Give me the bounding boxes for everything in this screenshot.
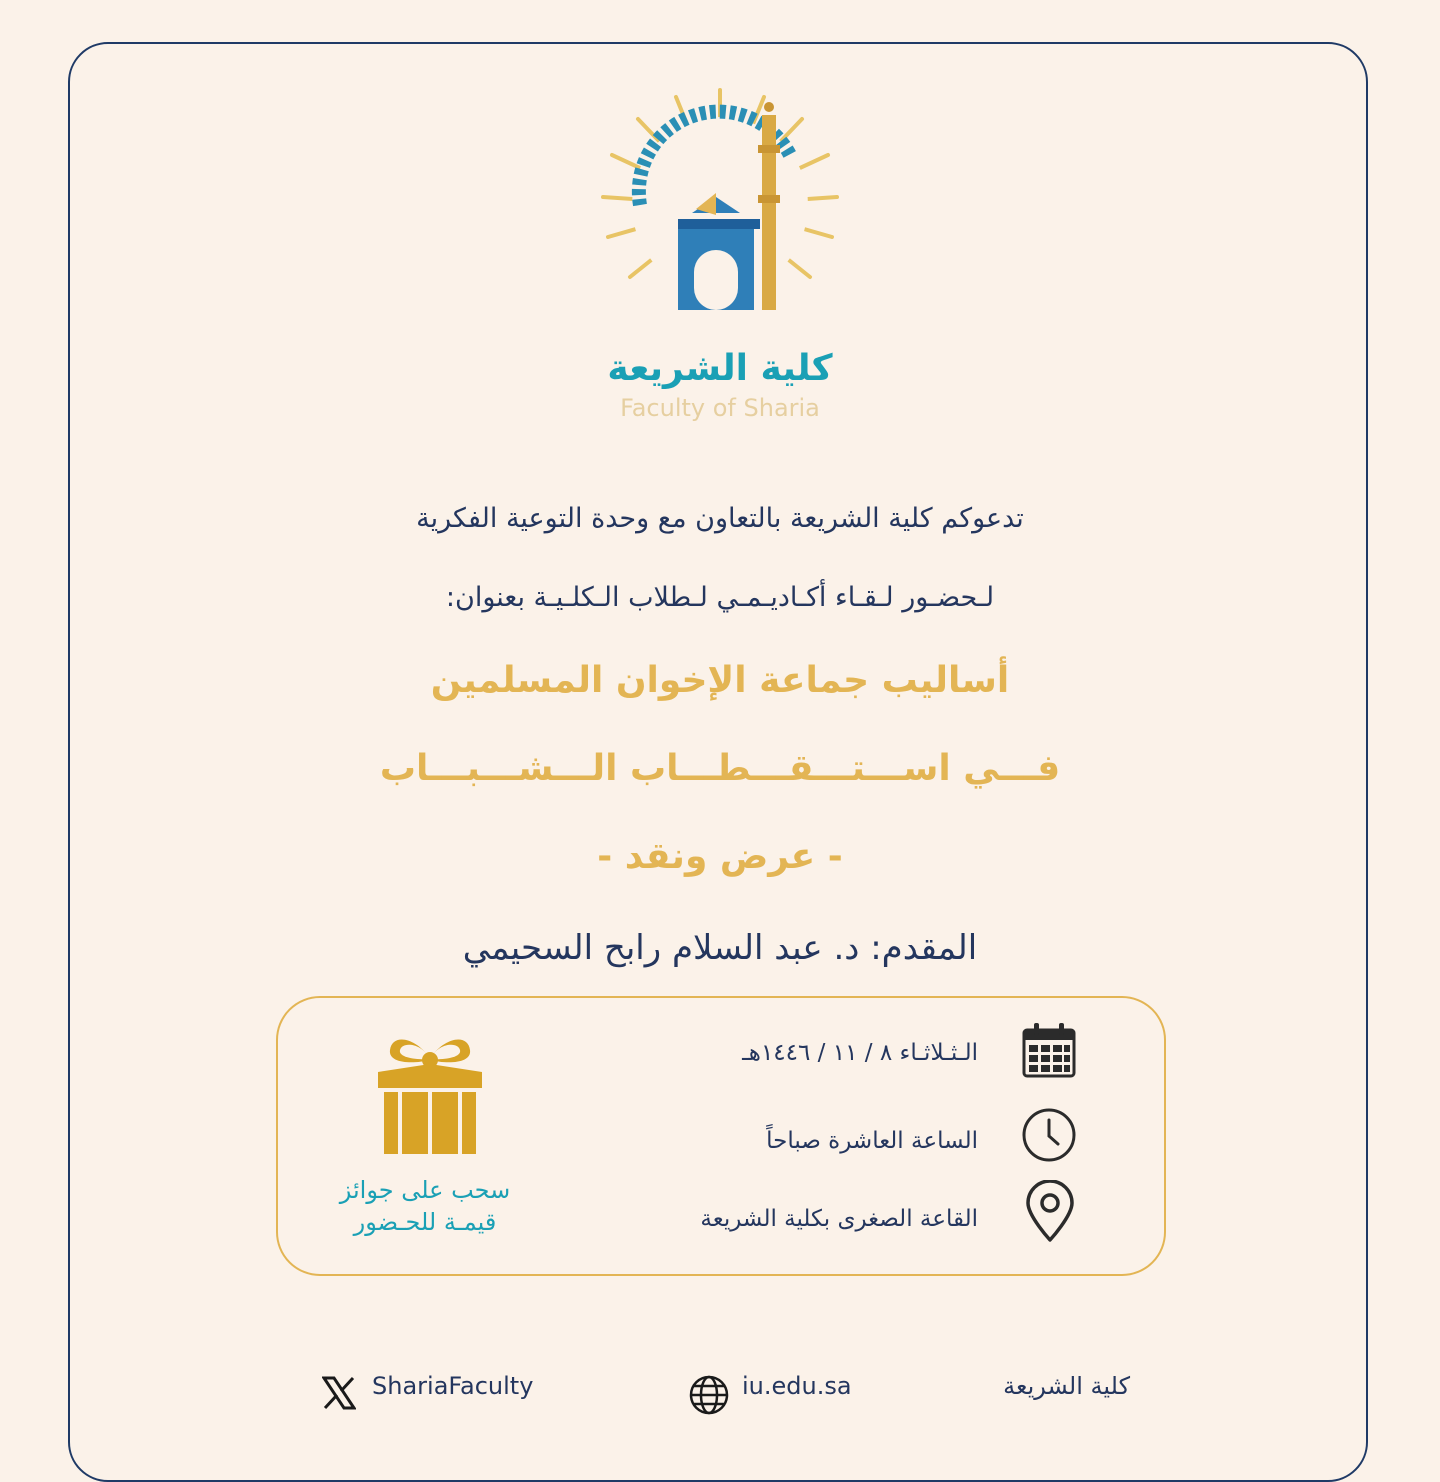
globe-icon[interactable]: [688, 1374, 730, 1416]
prize-line-1: سحب على جوائز: [339, 1176, 511, 1204]
website-link[interactable]: iu.edu.sa: [742, 1372, 852, 1400]
x-logo-icon[interactable]: [322, 1376, 356, 1410]
footer-faculty-name: كلية الشريعة: [1003, 1372, 1130, 1400]
prize-line-2: قيمـة للحـضور: [353, 1208, 497, 1236]
location-pin-icon: [1024, 1180, 1076, 1244]
event-location: القاعة الصغرى بكلية الشريعة: [700, 1206, 978, 1232]
gift-icon: [374, 1030, 486, 1156]
event-time: الساعة العاشرة صباحاً: [766, 1128, 978, 1154]
twitter-handle[interactable]: ShariaFaculty: [372, 1372, 534, 1400]
invitation-line-1: تدعوكم كلية الشريعة بالتعاون مع وحدة التوعية الفكرية: [416, 503, 1024, 534]
faculty-name-english: Faculty of Sharia: [620, 394, 820, 422]
faculty-name-arabic: كلية الشريعة: [607, 348, 833, 389]
clock-icon: [1020, 1106, 1078, 1164]
invitation-line-2: لـحضـور لـقـاء أكـاديـمـي لـطلاب الـكلـيـة بعنوان:: [445, 582, 995, 613]
presenter-name: المقدم: د. عبد السلام رابح السحيمي: [462, 928, 978, 968]
lecture-title-line-1: أساليب جماعة الإخوان المسلمين: [430, 660, 1010, 701]
university-logo: [600, 85, 840, 320]
lecture-title-line-2: فـــي اســـتـــقـــطـــاب الـــشـــبـــاب: [379, 748, 1061, 789]
calendar-icon: [1022, 1022, 1076, 1078]
lecture-title-line-3: - عرض ونقد -: [597, 836, 843, 877]
event-date: الـثـلاثـاء ٨ / ١١ / ١٤٤٦هـ: [742, 1040, 978, 1066]
